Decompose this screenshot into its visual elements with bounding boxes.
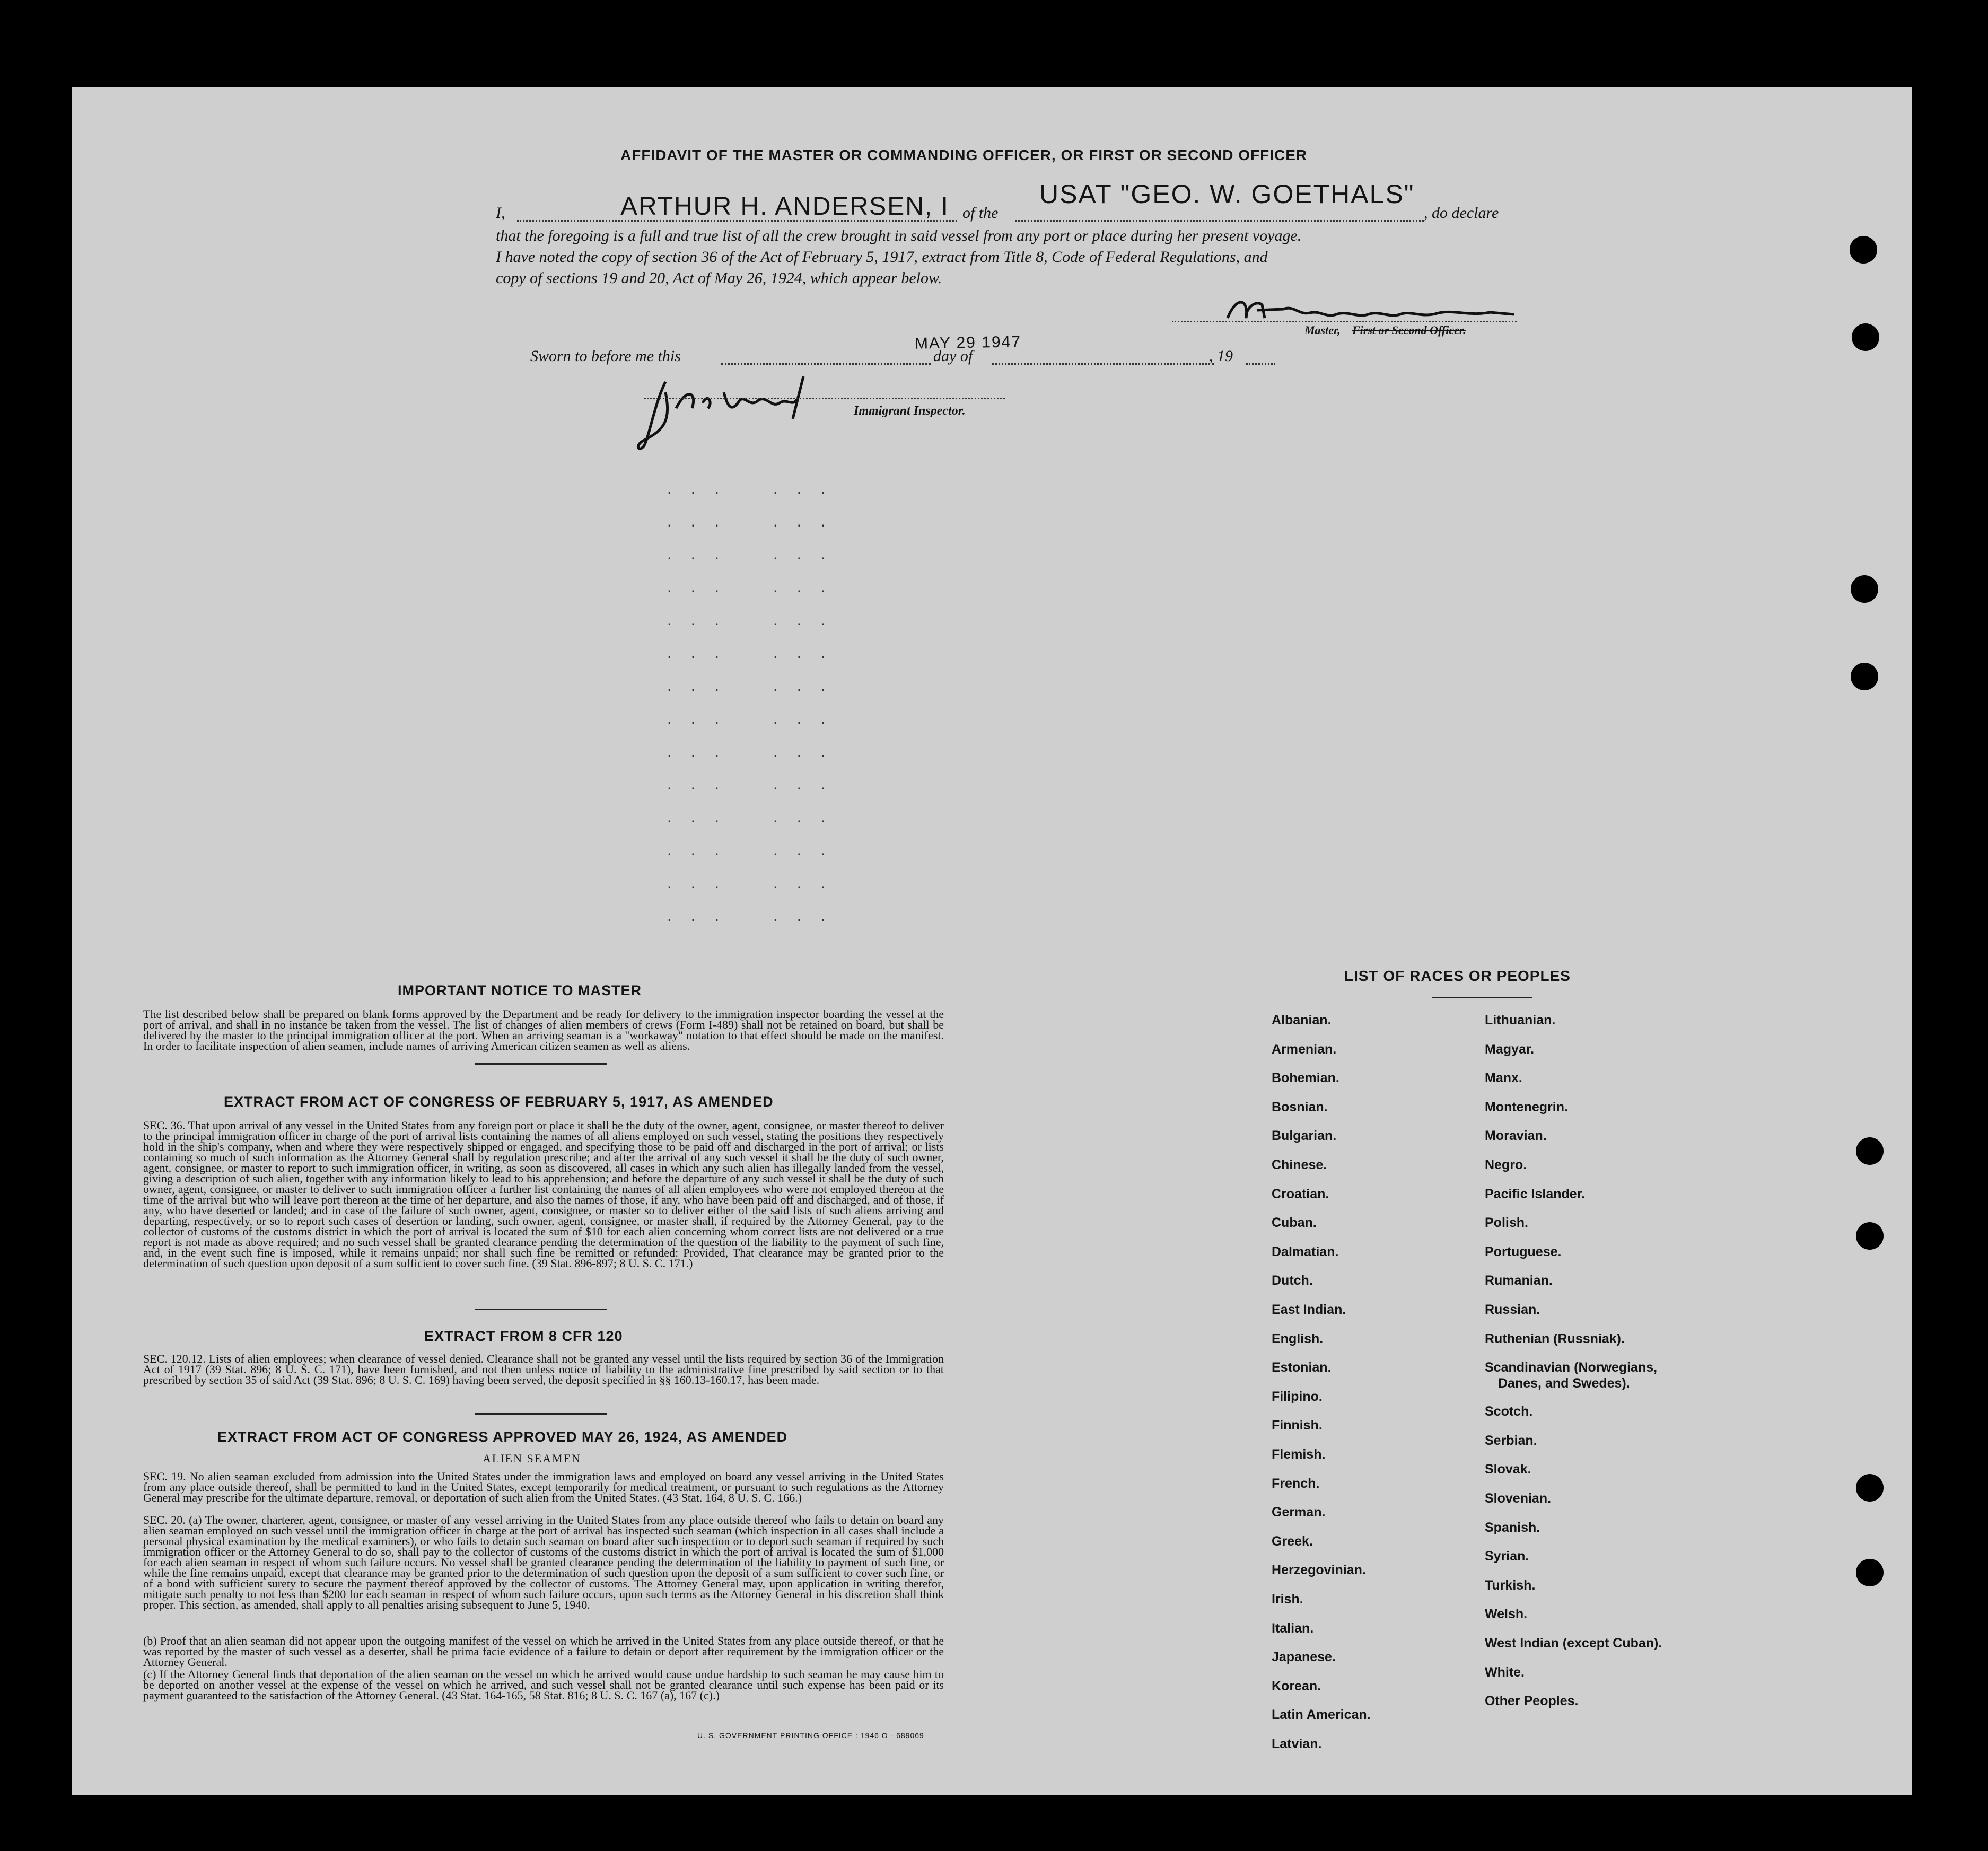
- sworn-month-line: [992, 363, 1214, 365]
- race-item: Turkish.: [1485, 1578, 1536, 1593]
- race-item: White.: [1485, 1665, 1525, 1680]
- inspector-label: [0, 0, 2, 1]
- divider: [475, 1063, 607, 1065]
- extract-cfr-body: SEC. 120.12. Lists of alien employees; when clearance of vessel denied. Clearance shall not be granted any vessel until the lists required by section 36 of the Immigration Act of 1917 (39 Stat. 896; 8 U. S. C. 171), have been furnished, and not then unless notice of liability to the administrative fine prescribed by said section or to that prescribed by section 35 of said Act (39 Stat. 896; 8 U. S. C. 169) having been served, the deposit specified in §§ 160.13-160.17, has been made.: [143, 1352, 944, 1387]
- notice-title: IMPORTANT NOTICE TO MASTER: [398, 982, 642, 998]
- race-item: Greek.: [1272, 1534, 1313, 1549]
- race-item: Lithuanian.: [1485, 1013, 1556, 1028]
- race-item: West Indian (except Cuban).: [1485, 1636, 1662, 1651]
- punch-hole: [1856, 1222, 1884, 1250]
- race-item: Syrian.: [1485, 1549, 1529, 1564]
- affidavit-i-label: I,: [496, 204, 505, 222]
- extract-1924-subtitle: ALIEN SEAMEN: [483, 1452, 581, 1465]
- race-item: Pacific Islander.: [1485, 1187, 1585, 1201]
- affidavit-line-3: I have noted the copy of section 36 of the Act of February 5, 1917, extract from Title 8, Code of Federal Regulations, and: [496, 248, 1268, 266]
- race-item: English.: [1272, 1331, 1324, 1346]
- extract-1924-title: EXTRACT FROM ACT OF CONGRESS APPROVED MAY 26, 1924, AS AMENDED: [217, 1429, 788, 1445]
- master-label: Master,: [1304, 323, 1341, 337]
- vessel-name-line: [1015, 220, 1424, 222]
- race-item: Armenian.: [1272, 1042, 1337, 1057]
- sworn-label: Sworn to before me this: [530, 347, 681, 365]
- race-item: Bosnian.: [1272, 1100, 1328, 1115]
- date-stamp: MAY 29 1947: [914, 333, 1022, 353]
- inspector-signature: [634, 371, 835, 456]
- race-item: Danes, and Swedes).: [1498, 1376, 1630, 1391]
- sworn-day-line: [721, 363, 931, 365]
- race-item: French.: [1272, 1476, 1320, 1491]
- race-item: Croatian.: [1272, 1187, 1329, 1201]
- race-item: Albanian.: [1272, 1013, 1332, 1028]
- race-item: Slovenian.: [1485, 1491, 1552, 1506]
- race-item: Filipino.: [1272, 1389, 1323, 1404]
- sworn-year-line: [1246, 363, 1275, 365]
- race-item: Dutch.: [1272, 1273, 1313, 1288]
- punch-hole: [1850, 236, 1877, 264]
- race-item: Scandinavian (Norwegians,: [1485, 1360, 1658, 1375]
- divider: [475, 1309, 607, 1310]
- race-item: Montenegrin.: [1485, 1100, 1568, 1115]
- race-item: Herzegovinian.: [1272, 1563, 1366, 1577]
- race-item: Welsh.: [1485, 1607, 1528, 1621]
- inspector-signature-line: [644, 398, 1005, 399]
- extract-1924-sec20a: SEC. 20. (a) The owner, charterer, agent, consignee, or master of any vessel arriving in the United States from any place outside thereof who fails to detain on board any alien seaman employed on such vessel until the immigration officer in charge at the port of arrival has inspected such seaman (which inspection in all cases shall include a personal physical examination by the medical examiners), or who fails to detain such seaman on board after such inspection or to deport such seaman if required by such immigration officer or the Attorney General to do so, shall pay to the collector of customs of the customs district in which the port of arrival is located the sum of $1,000 for each alien seaman in respect of whom such failure occurs. No vessel shall be granted clearance pending the determination of the liability to payment of such fine, or while the fine remains unpaid, except that clearance may be granted prior to the determination of such question upon the deposit of a sum sufficient to cover such fine, or of a bond with sufficient surety to secure the payment thereof approved by the collector of customs. The Attorney General may, upon application in writing therefor, mitigate such penalty to not less than $200 for each seaman in respect of whom such failure occurs, upon such terms as the Attorney General in his discretion shall think proper. This section, as amended, shall apply to all penalties arising subsequent to June 5, 1940.: [143, 1513, 944, 1611]
- affidavit-title: AFFIDAVIT OF THE MASTER OR COMMANDING OFFICER, OR FIRST OR SECOND OFFICER: [620, 147, 1308, 163]
- race-item: Finnish.: [1272, 1418, 1323, 1433]
- extract-1917-title: EXTRACT FROM ACT OF CONGRESS OF FEBRUARY 5, 1917, AS AMENDED: [224, 1094, 774, 1110]
- extract-1924-sec19: SEC. 19. No alien seaman excluded from admission into the United States under the immigration laws and employed on board any vessel arriving in the United States from any place outside thereof, shall be permitted to land in the United States, except temporarily for medical treatment, or pursuant to such regulations as the Attorney General may prescribe for the ultimate departure, removal, or deportation of such alien from the United States. (43 Stat. 164, 8 U. S. C. 166.): [143, 1470, 944, 1504]
- race-item: Negro.: [1485, 1157, 1527, 1172]
- printer-imprint: U. S. GOVERNMENT PRINTING OFFICE : 1946 O - 689069: [697, 1731, 924, 1740]
- race-item: Rumanian.: [1485, 1273, 1553, 1288]
- extract-1924-sec20b: (b) Proof that an alien seaman did not appear upon the outgoing manifest of the vessel on which he arrived in the United States from any place outside thereof, or that he was reported by the master of such vessel as a deserter, shall be prima facie evidence of a failure to detain or deport after requirement by the immigration officer or the Attorney General.: [143, 1634, 944, 1669]
- ditto-marks: . . . . . . . . . . . . . . . . . . . . . . . . . . . . . . . . . . . . . . . . . .: [665, 484, 725, 925]
- race-item: Bohemian.: [1272, 1071, 1339, 1085]
- race-item: Chinese.: [1272, 1157, 1327, 1172]
- race-item: Flemish.: [1272, 1447, 1326, 1462]
- punch-hole: [1856, 1137, 1884, 1165]
- race-item: Ruthenian (Russniak).: [1485, 1331, 1625, 1346]
- race-item: Portuguese.: [1485, 1244, 1562, 1259]
- punch-hole: [1856, 1474, 1884, 1502]
- year-label: , 19: [1209, 347, 1233, 365]
- race-item: Dalmatian.: [1272, 1244, 1339, 1259]
- race-item: German.: [1272, 1505, 1326, 1520]
- ditto-marks: . . . . . . . . . . . . . . . . . . . . . . . . . . . . . . . . . . . . . . . . . .: [772, 484, 831, 925]
- race-item: Polish.: [1485, 1215, 1528, 1230]
- race-item: Magyar.: [1485, 1042, 1535, 1057]
- race-item: East Indian.: [1272, 1302, 1346, 1317]
- race-item: Cuban.: [1272, 1215, 1317, 1230]
- race-item: Serbian.: [1485, 1433, 1537, 1448]
- punch-hole: [1856, 1559, 1884, 1586]
- extract-cfr-title: EXTRACT FROM 8 CFR 120: [424, 1328, 623, 1344]
- struck-officer-label: First or Second Officer.: [1352, 323, 1466, 337]
- divider: [1432, 997, 1532, 998]
- race-item: Bulgarian.: [1272, 1128, 1337, 1143]
- master-name: ARTHUR H. ANDERSEN, I: [620, 192, 949, 221]
- immigrant-inspector-label: Immigrant Inspector.: [854, 404, 966, 418]
- vessel-name: USAT "GEO. W. GOETHALS": [1039, 179, 1415, 209]
- day-of-label: day of: [933, 347, 973, 365]
- race-item: Other Peoples.: [1485, 1694, 1579, 1708]
- race-item: Italian.: [1272, 1621, 1314, 1636]
- race-item: Japanese.: [1272, 1650, 1336, 1664]
- punch-hole: [1851, 663, 1878, 690]
- master-signature: [1225, 294, 1522, 326]
- affidavit-line-4: copy of sections 19 and 20, Act of May 26, 1924, which appear below.: [496, 269, 942, 287]
- race-item: Latvian.: [1272, 1736, 1322, 1751]
- race-item: Scotch.: [1485, 1404, 1533, 1419]
- race-item: Irish.: [1272, 1592, 1303, 1607]
- punch-hole: [1852, 323, 1879, 351]
- race-item: Spanish.: [1485, 1520, 1540, 1535]
- affidavit-line-2: that the foregoing is a full and true list of all the crew brought in said vessel from any port or place during her present voyage.: [496, 227, 1302, 244]
- extract-1917-body: SEC. 36. That upon arrival of any vessel in the United States from any foreign port or place it shall be the duty of the owner, agent, consignee, or master thereof to deliver to the principal immigration officer in charge of the port of arrival lists containing the names of all aliens employed on such vessel, stating the positions they respectively hold in the ship's company, when and where they were respectively shipped or engaged, and specifying those to be paid off and discharged in the port of arrival; or lists containing so much of such information as the Attorney General shall by regulation prescribe; and after the arrival of any such vessel it shall be the duty of such owner, agent, consignee, or master to report to such immigration officer, in writing, as soon as discovered, all cases in which any such alien has illegally landed from the vessel, giving a description of such alien, together with any information likely to lead to his apprehension; and before the departure of any such vessel it shall be the duty of such owner, agent, consignee, or master to deliver to such immigration officer a further list containing the names of all alien employees who were not employed thereon at the time of the arrival but who will leave port thereon at the time of her departure, and also the names of those, if any, who have been paid off and discharged, and of those, if any, who have deserted or landed; and in case of the failure of such owner, agent, consignee, or master so to deliver either of the said lists of such aliens arriving and departing, respectively, or so to report such cases of desertion or landing, such owner, agent, consignee, or master shall, if required by the Attorney General, pay to the collector of customs of the customs district in which the port of arrival is located the sum of $10 for each alien concerning whom correct lists are not delivered or a true report is not made as above required; and no such vessel shall be granted clearance pending the determination of the question of the liability to the payment of such fine, and, in the event such fine is imposed, while it remains unpaid; nor shall such fine be remitted or refunded: Provided, That clearance may be granted prior to the determination of such question upon deposit of a sum sufficient to cover such fine. (39 Stat. 896-897; 8 U. S. C. 171.): [143, 1119, 944, 1270]
- race-item: Latin American.: [1272, 1707, 1371, 1722]
- notice-body: The list described below shall be prepared on blank forms approved by the Department and be ready for delivery to the immigration inspector boarding the vessel at the port of arrival, and shall in no instance be taken from the vessel. The list of changes of alien members of crews (Form I-489) shall not be retained on board, but shall be delivered by the master to the principal immigration officer at the port. When an arriving seaman is a "workaway" notation to that effect should be made on the manifest. In order to facilitate inspection of alien seamen, include names of arriving American citizen seamen as well as aliens.: [143, 1007, 944, 1052]
- punch-hole: [1851, 575, 1878, 603]
- race-item: Korean.: [1272, 1679, 1321, 1694]
- race-item: Estonian.: [1272, 1360, 1332, 1375]
- do-declare-label: , do declare: [1424, 204, 1499, 222]
- race-item: Moravian.: [1485, 1128, 1547, 1143]
- races-title: LIST OF RACES OR PEOPLES: [1344, 968, 1571, 984]
- extract-1924-sec20c: (c) If the Attorney General finds that deportation of the alien seaman on the vessel on which he arrived would cause undue hardship to such seaman he may cause him to be deported on another vessel at the expense of the vessel on which he arrived, and such vessel shall not be granted clearance until such expense has been paid or its payment guaranteed to the satisfaction of the Attorney General. (43 Stat. 164-165, 58 Stat. 816; 8 U. S. C. 167 (a), 167 (c).): [143, 1668, 944, 1702]
- divider: [475, 1413, 607, 1415]
- race-item: Slovak.: [1485, 1462, 1531, 1477]
- race-item: Russian.: [1485, 1302, 1540, 1317]
- of-the-label: of the: [962, 204, 999, 222]
- race-item: Manx.: [1485, 1071, 1522, 1085]
